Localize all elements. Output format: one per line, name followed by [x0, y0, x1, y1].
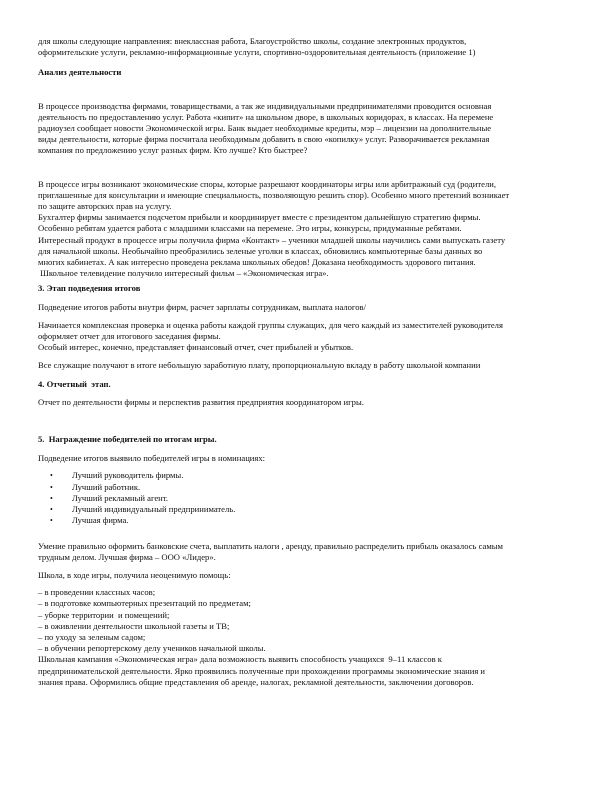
text-line: оформляет отчет для итогового заседания фирмы. [38, 331, 221, 342]
stage5-intro-line: Подведение итогов выявило победителей игры в номинациях: [38, 453, 266, 464]
stage3-heading: 3. Этап подведения итогов [38, 283, 141, 294]
stage4-heading: 4. Отчетный этап. [38, 378, 111, 389]
text-line: оформительские услуги, рекламно-информационные услуги, спортивно-оздоровительная деятельность (приложение 1) [38, 47, 476, 58]
text-line: для начальной школы. Необычайно преобразились зеленые уголки в классах, обновились компьютерные базы данных во [38, 245, 483, 256]
nomination-label: Лучший индивидуальный предприниматель. [72, 504, 236, 515]
stage5-heading: 5. Награждение победителей по итогам игры. [38, 434, 217, 445]
text-line: многих кабинетах. А как интересно проведена реклама школьных обедов! Доказана необходимость здорового питания. [38, 257, 476, 268]
text-line: компания по предложению услуг разных фирм. Кто лучше? Кто быстрее? [38, 145, 308, 156]
list-item: – в проведении классных часов; [38, 587, 156, 598]
nomination-label: Лучший рекламный агент. [72, 492, 169, 503]
text-line: виды деятельности, которые фирма посчитала необходимым добавить в свою «копилку» услуг. Разворачивается рекламная [38, 134, 490, 145]
text-line: Особенно ребятам удается работа с младшими классами на перемене. Это игры, конкурсы, придуманные ребятами. [38, 223, 462, 234]
list-item [50, 504, 578, 515]
list-item [50, 492, 578, 504]
text-line: Бухгалтер фирмы занимается подсчетом прибыли и координирует вместе с президентом дальнейшую стратегию фирмы. [38, 212, 481, 223]
list-item: – в обучении репортерскому делу учеников начальной школы. [38, 643, 266, 654]
stage4-line: Отчет по деятельности фирмы и перспектив развития предприятия координатором игры. [38, 396, 364, 407]
text-line: Особый интерес, конечно, представляет финансовый отчет, счет прибылей и убытков. [38, 342, 354, 353]
analysis-paragraph-2 [38, 179, 578, 280]
nominations-list [38, 470, 578, 526]
analysis-heading: Анализ деятельности [38, 67, 122, 78]
text-line: по защите авторских прав на услугу. [38, 201, 172, 212]
bullet-icon: • [50, 471, 53, 481]
list-item: – уборке территории и помещений; [38, 609, 170, 620]
nomination-label: Лучший руководитель фирмы. [72, 470, 184, 481]
nomination-label: Лучшая фирма. [72, 515, 129, 526]
list-item [50, 470, 578, 481]
list-item: – в оживлении деятельности школьной газеты и ТВ; [38, 620, 230, 631]
text-line: предпринимательской деятельности. Ярко проявились полученные при прохождении программы экономические знания и [38, 665, 486, 676]
stage3-paragraph [38, 320, 578, 354]
text-line: деятельность по предоставлению услуг. Работа «кипит» на школьном дворе, в школьных коридорах, в классах. На перемене [38, 111, 494, 122]
text-line: Школьное телевидение получило интересный фильм – «Экономическая игра». [38, 268, 329, 279]
help-intro-line: Школа, в ходе игры, получила неоценимую помощь: [38, 569, 231, 580]
text-line: В процессе игры возникают экономические споры, которые разрешают координаторы игры или арбитражный суд (родители, [38, 178, 497, 189]
text-line: В процессе производства фирмами, товариществами, а так же индивидуальными предпринимателями проводится основная [38, 100, 492, 111]
stage5-summary-paragraph [38, 541, 578, 563]
nomination-label: Лучший работник. [72, 481, 141, 492]
text-line: Интересный продукт в процессе игры получила фирма «Контакт» – ученики младшей школы научились сами выпускать газету [38, 234, 506, 245]
intro-paragraph [38, 36, 578, 58]
text-line: знания права. Оформились общие представления об аренде, налогах, рекламной деятельности, заключении договоров. [38, 676, 474, 687]
list-item [50, 515, 578, 526]
bullet-icon: • [50, 493, 53, 503]
text-line: для школы следующие направления: внеклассная работа, Благоустройство школы, создание электронных продуктов, [38, 36, 467, 46]
bullet-icon: • [50, 482, 53, 492]
list-item: – в подготовке компьютерных презентаций по предметам; [38, 598, 251, 609]
bullet-icon: • [50, 516, 53, 526]
text-line: Умение правильно оформить банковские счета, выплатить налоги , аренду, правильно распределить прибыль оказалось самым [38, 540, 503, 551]
stage3-summary-line: Подведение итогов работы внутри фирм, расчет зарплаты сотрудникам, выплата налогов/ [38, 301, 366, 312]
bullet-icon: • [50, 505, 53, 515]
text-line: приглашенные для консультации и имеющие специальность, позволяющую решить спор). Особенно много претензий возникает [38, 189, 510, 200]
text-line: радиоузел сообщает новости Экономической игры. Банк выдает необходимые кредиты, мэр – лицензии на дополнительные [38, 123, 492, 134]
conclusion-paragraph [38, 654, 578, 688]
list-item [50, 481, 578, 493]
analysis-paragraph-1 [38, 101, 578, 157]
text-line: Начинается комплексная проверка и оценка работы каждой группы служащих, для чего каждый из заместителей руководителя [38, 319, 503, 330]
stage3-salary-line: Все служащие получают в итоге небольшую заработную плату, пропорциональную вкладу в работу школьной компании [38, 360, 481, 371]
help-list [38, 587, 578, 654]
text-line: трудным делом. Лучшая фирма – ООО «Лидер». [38, 551, 216, 562]
list-item: – по уходу за зеленым садом; [38, 631, 146, 642]
document-page [38, 36, 578, 688]
text-line: Школьная кампания «Экономическая игра» дала возможность выявить способность учащихся 9–11 классов к [38, 654, 442, 665]
